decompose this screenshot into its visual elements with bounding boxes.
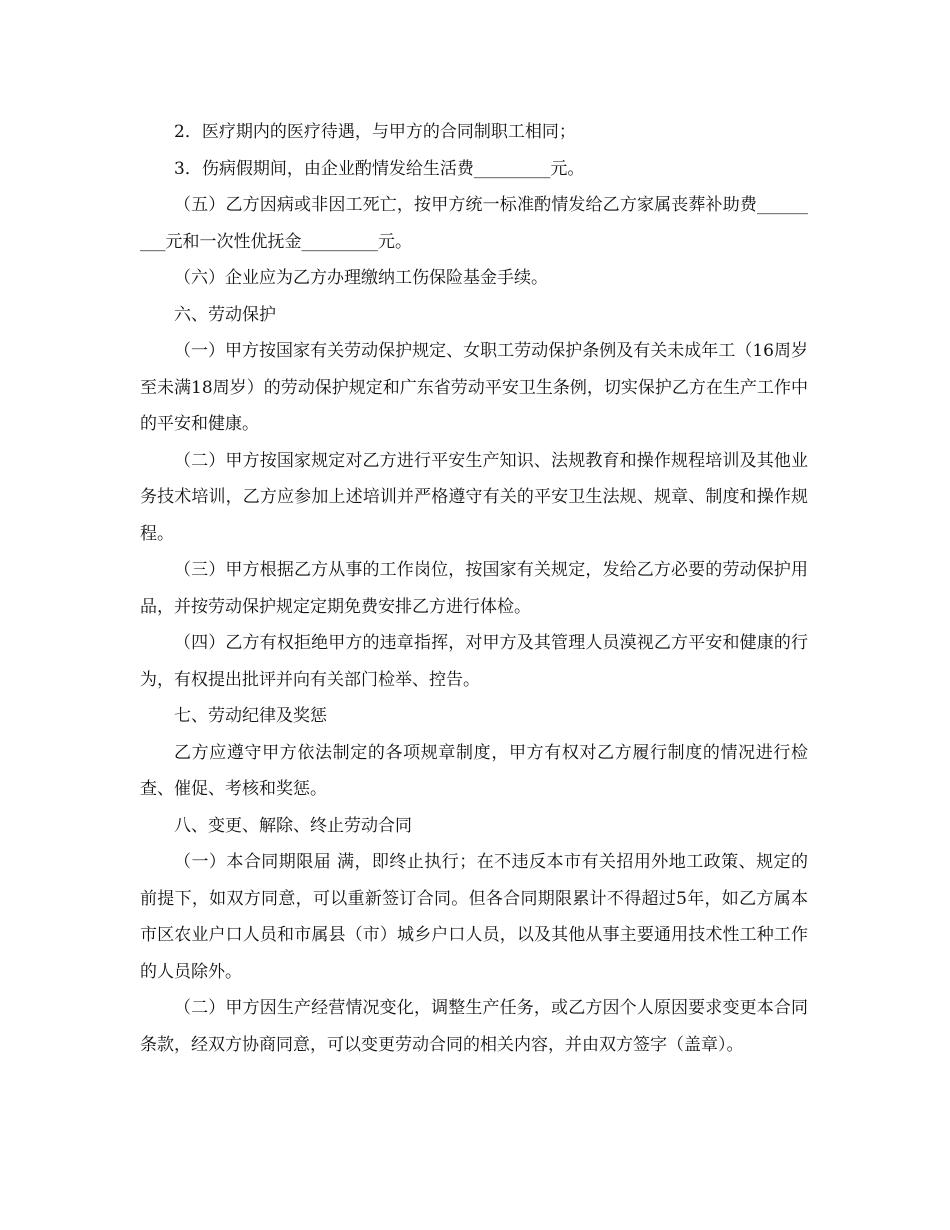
paragraph-protection-regulations: （一）甲方按国家有关劳动保护规定、女职工劳动保护条例及有关未成年工（16周岁至未满18周岁）的劳动保护规定和广东省劳动平安卫生条例，切实保护乙方在生产工作中的平安和健康。	[140, 341, 808, 434]
section-heading-labor-discipline: 七、劳动纪律及奖惩	[174, 706, 327, 726]
paragraph-medical-treatment: 2．医疗期内的医疗待遇，与甲方的合同制职工相同；	[174, 122, 576, 142]
paragraph-death-benefits: （五）乙方因病或非因工死亡，按甲方统一标准酌情发给乙方家属丧葬补助费_________元和一次性优抚金_________元。	[140, 195, 808, 252]
paragraph-protective-equipment: （三）甲方根据乙方从事的工作岗位，按国家有关规定，发给乙方必要的劳动保护用品，并按劳动保护规定定期免费安排乙方进行体检。	[140, 560, 808, 617]
paragraph-injury-insurance: （六）企业应为乙方办理缴纳工伤保险基金手续。	[174, 268, 548, 288]
section-heading-labor-protection: 六、劳动保护	[174, 304, 276, 325]
paragraph-safety-training: （二）甲方按国家规定对乙方进行平安生产知识、法规教育和操作规程培训及其他业务技术培训，乙方应参加上述培训并严格遵守有关的平安卫生法规、规章、制度和操作规程。	[140, 450, 808, 544]
section-heading-contract-changes: 八、变更、解除、终止劳动合同	[174, 815, 412, 836]
paragraph-contract-modification: （二）甲方因生产经营情况变化，调整生产任务，或乙方因个人原因要求变更本合同条款，经双方协商同意，可以变更劳动合同的相关内容，并由双方签字（盖章）。	[140, 998, 808, 1055]
paragraph-contract-term: （一）本合同期限届 满，即终止执行；在不违反本市有关招用外地工政策、规定的前提下，如双方同意，可以重新签订合同。但各合同期限累计不得超过5年，如乙方属本市区农业户口人员和市属县（市）城乡户口人员，以及其他从事主要通用技术性工种工作的人员除外。	[140, 852, 808, 982]
paragraph-sick-leave-allowance: 3．伤病假期间，由企业酌情发给生活费_________元。	[174, 158, 585, 179]
paragraph-rules-compliance: 乙方应遵守甲方依法制定的各项规章制度，甲方有权对乙方履行制度的情况进行检查、催促、考核和奖惩。	[140, 742, 808, 799]
document-body	[140, 114, 808, 1063]
paragraph-right-to-refuse: （四）乙方有权拒绝甲方的违章指挥，对甲方及其管理人员漠视乙方平安和健康的行为，有权提出批评并向有关部门检举、控告。	[140, 633, 808, 690]
